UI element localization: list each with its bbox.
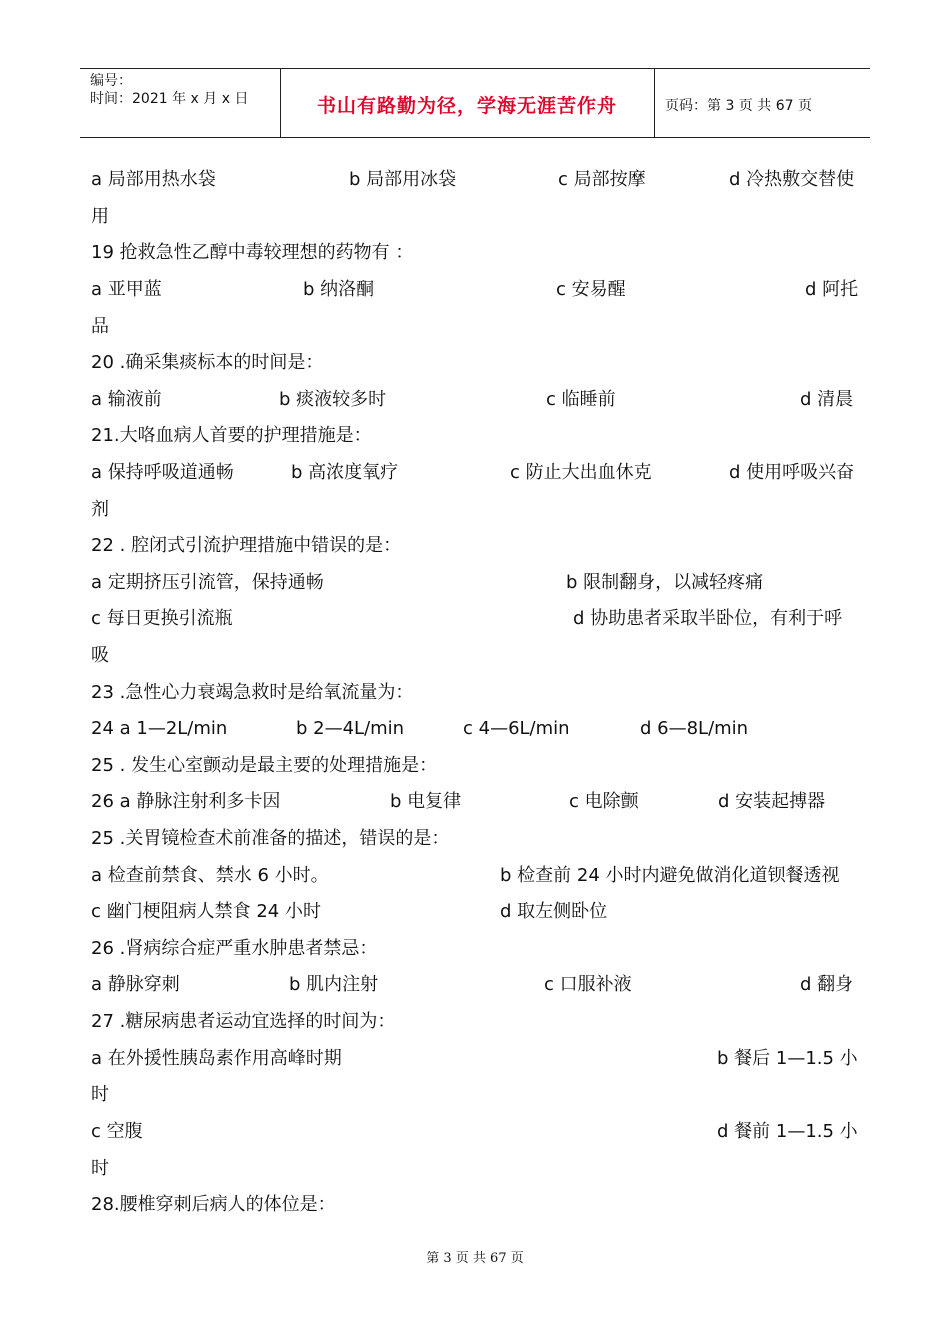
option-text: d 协助患者采取半卧位，有利于呼 xyxy=(573,608,843,629)
option-text: d 清晨 xyxy=(800,389,854,410)
wrap-text: 剂 xyxy=(91,499,109,520)
option-text: b 2—4L/min xyxy=(296,718,405,739)
document-header xyxy=(80,68,870,138)
question-text: 26 .肾病综合症严重水肿患者禁忌： xyxy=(91,938,378,959)
header-page-code: 页码：第 3 页 共 67 页 xyxy=(665,98,812,114)
option-text: b 纳洛酮 xyxy=(303,279,375,300)
option-text: b 肌内注射 xyxy=(289,974,379,995)
option-text: c 4—6L/min xyxy=(463,718,570,739)
option-text: b 局部用冰袋 xyxy=(349,169,457,190)
header-meta-cell xyxy=(80,69,281,137)
option-text: b 电复律 xyxy=(390,791,462,812)
document-time-label: 时间：2021 年 x 月 x 日 xyxy=(90,91,249,107)
option-text: d 冷热敷交替使 xyxy=(729,169,855,190)
option-text: c 安易醒 xyxy=(556,279,626,300)
wrap-text: 时 xyxy=(91,1084,109,1105)
option-text: d 使用呼吸兴奋 xyxy=(729,462,855,483)
option-text: d 安装起搏器 xyxy=(718,791,826,812)
option-text: d 翻身 xyxy=(800,974,854,995)
option-text: a 局部用热水袋 xyxy=(91,169,216,190)
option-text: 24 a 1—2L/min xyxy=(91,718,228,739)
question-text: 22 . 腔闭式引流护理措施中错误的是： xyxy=(91,535,402,556)
option-text: c 防止大出血休克 xyxy=(510,462,652,483)
option-text: a 静脉穿刺 xyxy=(91,974,180,995)
question-text: 28.腰椎穿刺后病人的体位是： xyxy=(91,1194,336,1215)
option-text: c 电除颤 xyxy=(569,791,639,812)
page-footer: 第 3 页 共 67 页 xyxy=(426,1251,524,1266)
option-text: b 高浓度氧疗 xyxy=(291,462,399,483)
option-text: c 临睡前 xyxy=(546,389,616,410)
wrap-text: 用 xyxy=(91,206,109,227)
option-text: d 6—8L/min xyxy=(640,718,749,739)
option-text: a 亚甲蓝 xyxy=(91,279,162,300)
question-text: 20 .确采集痰标本的时间是： xyxy=(91,352,324,373)
option-text: b 限制翻身，以减轻疼痛 xyxy=(566,572,764,593)
option-text: b 餐后 1—1.5 小 xyxy=(717,1048,858,1069)
question-text: 25 .关胃镜检查术前准备的描述，错误的是： xyxy=(91,828,450,849)
option-text: a 定期挤压引流管，保持通畅 xyxy=(91,572,324,593)
option-text: d 餐前 1—1.5 小 xyxy=(717,1121,858,1142)
header-motto: 书山有路勤为径，学海无涯苦作舟 xyxy=(316,95,617,117)
header-motto-cell xyxy=(280,69,655,137)
option-text: a 输液前 xyxy=(91,389,162,410)
option-text: c 口服补液 xyxy=(544,974,632,995)
option-text: c 幽门梗阻病人禁食 24 小时 xyxy=(91,901,321,922)
wrap-text: 吸 xyxy=(91,645,109,666)
wrap-text: 品 xyxy=(91,316,109,337)
option-text: 26 a 静脉注射利多卡因 xyxy=(91,791,281,812)
option-text: a 在外援性胰岛素作用高峰时期 xyxy=(91,1048,342,1069)
option-text: d 阿托 xyxy=(805,279,859,300)
option-text: d 取左侧卧位 xyxy=(500,901,608,922)
option-text: c 空腹 xyxy=(91,1121,143,1142)
question-text: 21.大咯血病人首要的护理措施是： xyxy=(91,425,372,446)
question-text: 19 抢救急性乙醇中毒较理想的药物有 ： xyxy=(91,242,414,263)
option-text: a 检查前禁食、禁水 6 小时。 xyxy=(91,865,329,886)
question-text: 27 .糖尿病患者运动宜选择的时间为： xyxy=(91,1011,396,1032)
question-text: 25 . 发生心室颤动是最主要的处理措施是： xyxy=(91,755,438,776)
option-text: a 保持呼吸道通畅 xyxy=(91,462,234,483)
document-number-label: 编号： xyxy=(90,73,132,89)
option-text: b 检查前 24 小时内避免做消化道钡餐透视 xyxy=(500,865,840,886)
header-page-cell xyxy=(655,69,870,137)
option-text: c 每日更换引流瓶 xyxy=(91,608,233,629)
option-text: b 痰液较多时 xyxy=(279,389,387,410)
option-text: c 局部按摩 xyxy=(558,169,646,190)
wrap-text: 时 xyxy=(91,1158,109,1179)
question-text: 23 .急性心力衰竭急救时是给氧流量为： xyxy=(91,682,414,703)
